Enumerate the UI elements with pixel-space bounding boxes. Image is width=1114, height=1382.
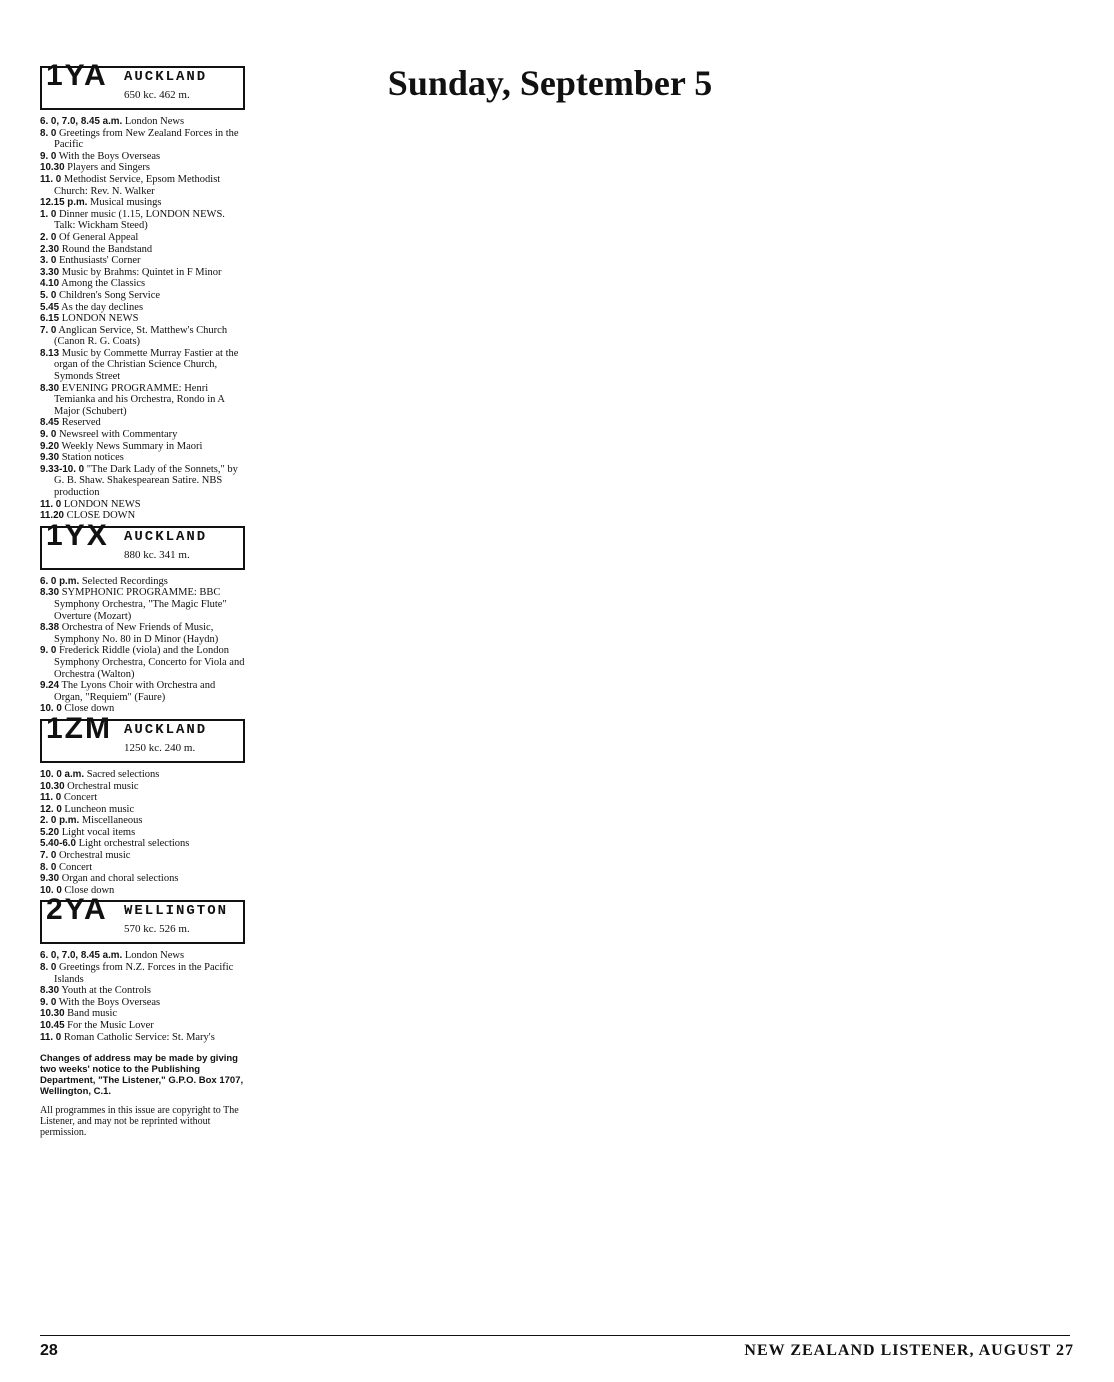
programme-time: 10. 0 bbox=[40, 703, 62, 715]
programme-text: For the Music Lover bbox=[64, 1020, 154, 1031]
programme-time: 8.30 bbox=[40, 985, 60, 997]
programme-time: 9. 0 bbox=[40, 150, 57, 162]
copyright-notice: All programmes in this issue are copyright to The Listener, and may not be reprinted without permission. bbox=[40, 1105, 239, 1139]
programme-entry bbox=[40, 769, 245, 781]
programme-time: 5.40-6.0 bbox=[40, 838, 76, 850]
programme-entry bbox=[40, 278, 245, 290]
station-header-1ya bbox=[40, 59, 245, 110]
programme-time: 9.33-10. 0 bbox=[40, 463, 85, 475]
programme-time: 11. 0 bbox=[40, 173, 62, 185]
programme-time: 2.30 bbox=[40, 243, 60, 255]
programme-entry bbox=[40, 962, 245, 985]
programme-time: 8.30 bbox=[40, 587, 60, 599]
programme-entry bbox=[40, 1008, 245, 1020]
programme-text: Anglican Service, St. Matthew's Church (Canon R. G. Coats) bbox=[54, 324, 228, 348]
programme-text: Light vocal items bbox=[59, 826, 136, 838]
programme-time: 9. 0 bbox=[40, 996, 57, 1008]
column-1 bbox=[40, 59, 245, 1139]
programme-time: 11. 0 bbox=[40, 792, 62, 804]
station-call-sign: 1YA bbox=[46, 59, 108, 92]
programme-time: 6. 0, 7.0, 8.45 a.m. bbox=[40, 116, 123, 127]
programme-text: As the day declines bbox=[59, 301, 144, 313]
programme-text: Greetings from New Zealand Forces in the Pacific bbox=[54, 127, 239, 151]
programme-time: 3.30 bbox=[40, 266, 60, 278]
programme-text: Music by Brahms: Quintet in F Minor bbox=[59, 266, 222, 278]
programme-text: Orchestra of New Friends of Music, Symphony No. 80 in D Minor (Haydn) bbox=[54, 622, 219, 645]
programme-time: 9. 0 bbox=[40, 429, 57, 441]
programme-time: 10.30 bbox=[40, 162, 65, 174]
programme-text: Methodist Service, Epsom Methodist Church: Rev. N. Walker bbox=[54, 173, 221, 197]
programme-text: LONDON NEWS bbox=[61, 498, 141, 510]
programme-text: Weekly News Summary in Maori bbox=[59, 440, 203, 452]
station-header-1yx bbox=[40, 518, 245, 570]
programme-time: 11. 0 bbox=[40, 498, 62, 510]
programme-entry bbox=[40, 429, 245, 441]
programme-text: London News bbox=[122, 116, 185, 127]
programme-time: 9.20 bbox=[40, 440, 60, 452]
programme-time: 1. 0 bbox=[40, 208, 57, 220]
programme-time: 12.15 p.m. bbox=[40, 197, 88, 209]
masthead: NEW ZEALAND LISTENER, AUGUST 27 bbox=[744, 1342, 1074, 1359]
programme-time: 5. 0 bbox=[40, 289, 57, 301]
programme-text: Sacred selections bbox=[84, 768, 160, 780]
programme-text: Close down bbox=[61, 703, 115, 715]
programme-text: Organ and choral selections bbox=[59, 873, 179, 885]
programme-entry bbox=[40, 151, 245, 163]
programme-text: Station notices bbox=[59, 452, 124, 464]
programme-text: Close down bbox=[61, 884, 115, 896]
programme-entry bbox=[40, 792, 245, 804]
programme-entry bbox=[40, 850, 245, 862]
programme-text: Children's Song Service bbox=[56, 289, 161, 301]
programme-time: 8.30 bbox=[40, 382, 60, 394]
programme-text: SYMPHONIC PROGRAMME: BBC Symphony Orchestra, "The Magic Flute" Overture (Mozart) bbox=[54, 587, 227, 622]
programme-entry bbox=[40, 680, 245, 703]
programme-entry bbox=[40, 197, 245, 209]
programme-entry bbox=[40, 827, 245, 839]
programme-time: 8. 0 bbox=[40, 861, 57, 873]
programme-time: 8. 0 bbox=[40, 127, 57, 139]
programme-entry bbox=[40, 862, 245, 874]
station-city: WELLINGTON bbox=[124, 903, 229, 920]
programme-entry bbox=[40, 997, 245, 1009]
station-frequency: 650 kc. 462 m. bbox=[124, 89, 190, 101]
programme-text: Youth at the Controls bbox=[59, 985, 151, 997]
footer-rule bbox=[40, 1335, 1070, 1336]
programme-time: 8.13 bbox=[40, 347, 60, 359]
station-frequency: 880 kc. 341 m. bbox=[124, 548, 190, 561]
programme-time: 12. 0 bbox=[40, 803, 62, 815]
programme-text: With the Boys Overseas bbox=[56, 150, 161, 162]
programme-entry bbox=[40, 576, 245, 588]
programme-text: Light orchestral selections bbox=[75, 838, 190, 850]
programme-entry bbox=[40, 290, 245, 302]
programme-text: Roman Catholic Service: St. Mary's bbox=[61, 1031, 215, 1043]
programme-time: 7. 0 bbox=[40, 850, 57, 862]
station-frequency: 570 kc. 526 m. bbox=[124, 923, 190, 936]
programme-time: 9.24 bbox=[40, 680, 60, 692]
programme-text: EVENING PROGRAMME: Henri Temianka and his Orchestra, Rondo in A Major (Schubert) bbox=[54, 382, 225, 417]
programme-time: 7. 0 bbox=[40, 324, 57, 336]
programme-entry bbox=[40, 383, 245, 418]
programme-time: 8.38 bbox=[40, 622, 60, 634]
programme-entry bbox=[40, 162, 245, 174]
programme-entry bbox=[40, 587, 245, 622]
programme-entry bbox=[40, 985, 245, 997]
programme-entry bbox=[40, 873, 245, 885]
programme-entry bbox=[40, 255, 245, 267]
programme-text: "The Dark Lady of the Sonnets," by G. B. Shaw. Shakespearean Satire. NBS production bbox=[54, 463, 238, 498]
station-header-1zm bbox=[40, 711, 245, 763]
programme-entry bbox=[40, 1020, 245, 1032]
page-number: 28 bbox=[40, 1342, 58, 1359]
programme-text: Dinner music (1.15, LONDON NEWS. Talk: Wickham Steed) bbox=[54, 208, 225, 232]
programme-text: Frederick Riddle (viola) and the London Symphony Orchestra, Concerto for Viola and Orchestra (Walton) bbox=[54, 645, 245, 680]
programme-entry bbox=[40, 232, 245, 244]
programme-time: 9.30 bbox=[40, 452, 60, 464]
programme-time: 9. 0 bbox=[40, 645, 57, 657]
programme-time: 6. 0 p.m. bbox=[40, 575, 80, 587]
page-title: Sunday, September 5 bbox=[387, 63, 713, 103]
programme-text: Reserved bbox=[59, 417, 101, 429]
programme-text: Greetings from N.Z. Forces in the Pacific Islands bbox=[54, 962, 234, 985]
programme-time: 10. 0 a.m. bbox=[40, 768, 85, 780]
station-city: AUCKLAND bbox=[124, 721, 208, 738]
programme-text: The Lyons Choir with Orchestra and Organ, "Requiem" (Faure) bbox=[54, 680, 216, 703]
programme-time: 11.20 bbox=[40, 510, 64, 522]
programme-entry bbox=[40, 244, 245, 256]
programme-entry bbox=[40, 950, 245, 962]
programme-entry bbox=[40, 128, 245, 151]
station-call-sign: 2YA bbox=[46, 893, 108, 927]
programme-time: 3. 0 bbox=[40, 255, 57, 267]
station-call-sign: 1ZM bbox=[46, 711, 112, 745]
programme-time: 10. 0 bbox=[40, 884, 62, 896]
programme-time: 11. 0 bbox=[40, 1031, 62, 1043]
programme-entry bbox=[40, 622, 245, 645]
programme-time: 6.15 bbox=[40, 313, 60, 325]
programme-entry bbox=[40, 116, 245, 128]
programme-time: 8. 0 bbox=[40, 962, 57, 974]
programme-text: Players and Singers bbox=[64, 162, 150, 174]
programme-entry bbox=[40, 209, 245, 232]
programme-text: Among the Classics bbox=[59, 278, 146, 290]
programme-text: Concert bbox=[61, 792, 98, 804]
programme-entry bbox=[40, 452, 245, 464]
programme-time: 4.10 bbox=[40, 278, 60, 290]
programme-time: 2. 0 bbox=[40, 231, 57, 243]
programme-text: Enthusiasts' Corner bbox=[56, 255, 141, 267]
programme-text: Selected Recordings bbox=[79, 575, 168, 587]
programme-time: 8.45 bbox=[40, 417, 60, 429]
programme-entry bbox=[40, 815, 245, 827]
address-notice: Changes of address may be made by giving two weeks' notice to the Publishing Department, "The Listener," G.P.O. Box 1707, Wellington, C.1. bbox=[40, 1053, 244, 1098]
programme-entry bbox=[40, 325, 245, 348]
station-call-sign: 1YX bbox=[46, 518, 109, 552]
programme-time: 10.45 bbox=[40, 1020, 65, 1031]
station-city: AUCKLAND bbox=[124, 69, 208, 85]
programme-entry bbox=[40, 499, 245, 511]
programme-entry bbox=[40, 804, 245, 816]
programme-entry bbox=[40, 781, 245, 793]
programme-time: 6. 0, 7.0, 8.45 a.m. bbox=[40, 950, 123, 962]
programme-entry bbox=[40, 267, 245, 279]
station-header-2ya bbox=[40, 893, 245, 944]
programme-entry bbox=[40, 464, 245, 499]
programme-entry bbox=[40, 348, 245, 383]
programme-text: London News bbox=[122, 950, 185, 962]
programme-entry bbox=[40, 302, 245, 314]
programme-entry bbox=[40, 313, 245, 325]
programme-time: 2. 0 p.m. bbox=[40, 815, 80, 827]
programme-text: Of General Appeal bbox=[56, 231, 139, 243]
programme-entry bbox=[40, 838, 245, 850]
station-frequency: 1250 kc. 240 m. bbox=[124, 741, 196, 754]
programme-text: Newsreel with Commentary bbox=[56, 429, 178, 441]
programme-text: Orchestral music bbox=[64, 780, 139, 792]
programme-text: Concert bbox=[56, 861, 93, 873]
programme-text: Musical musings bbox=[87, 197, 162, 209]
programme-text: Miscellaneous bbox=[79, 815, 143, 827]
programme-entry bbox=[40, 1032, 245, 1044]
programme-text: LONDON NEWS bbox=[59, 313, 139, 325]
programme-text: With the Boys Overseas bbox=[56, 996, 161, 1008]
programme-time: 9.30 bbox=[40, 873, 60, 885]
programme-entry bbox=[40, 645, 245, 680]
programme-text: Band music bbox=[64, 1008, 118, 1020]
programme-entry bbox=[40, 417, 245, 429]
station-city: AUCKLAND bbox=[124, 528, 208, 545]
programme-time: 5.20 bbox=[40, 826, 60, 838]
programme-text: Music by Commette Murray Fastier at the organ of the Christian Science Church, Symonds Street bbox=[54, 347, 239, 383]
programme-text: Orchestral music bbox=[56, 850, 131, 862]
programme-entry bbox=[40, 174, 245, 197]
programme-time: 5.45 bbox=[40, 301, 60, 313]
programme-time: 10.30 bbox=[40, 780, 65, 792]
programme-text: CLOSE DOWN bbox=[63, 510, 136, 522]
programme-text: Round the Bandstand bbox=[59, 243, 153, 255]
programme-time: 10.30 bbox=[40, 1008, 65, 1020]
programme-text: Luncheon music bbox=[61, 803, 135, 815]
programme-entry bbox=[40, 441, 245, 453]
